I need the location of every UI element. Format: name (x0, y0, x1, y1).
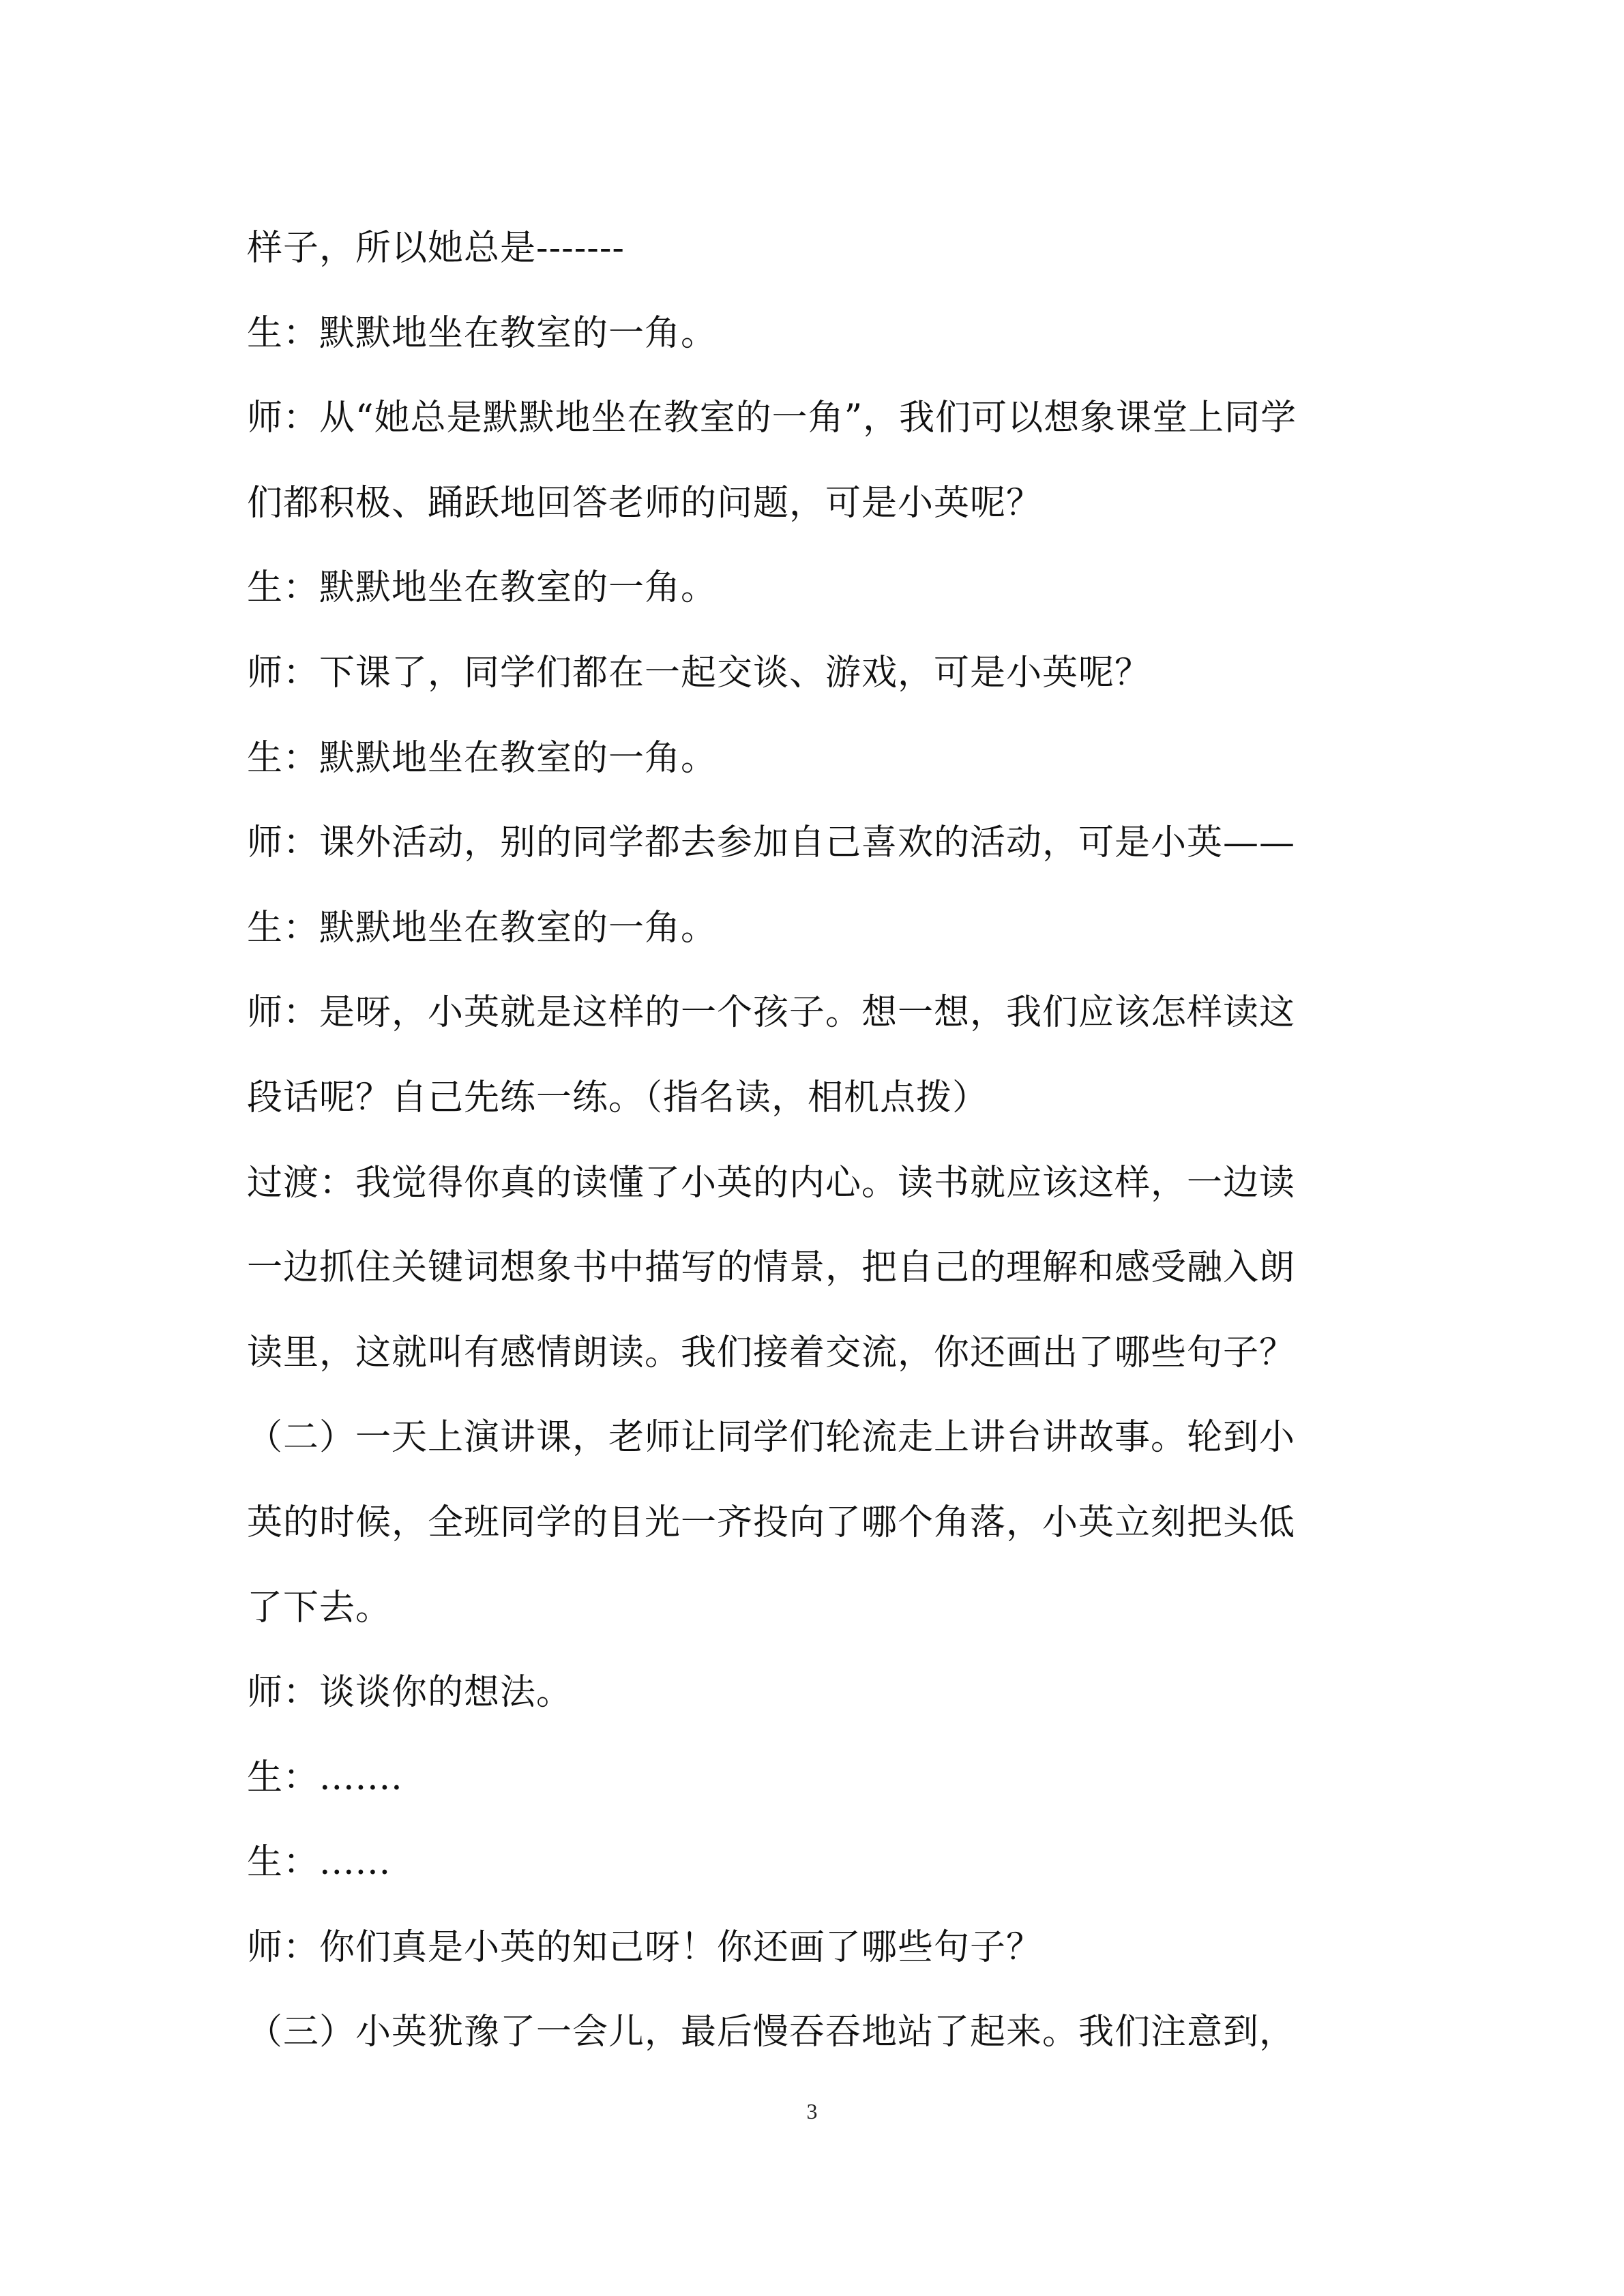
text-line: 师：是呀，小英就是这样的一个孩子。想一想，我们应该怎样读这 (247, 992, 1296, 1034)
text-line: 英的时候，全班同学的目光一齐投向了哪个角落，小英立刻把头低 (247, 1502, 1296, 1543)
text-line: 读里，这就叫有感情朗读。我们接着交流，你还画出了哪些句子？ (247, 1332, 1296, 1373)
text-line: 生：....... (247, 1757, 403, 1798)
text-line: 生：...... (247, 1842, 392, 1883)
text-line: 师：从“她总是默默地坐在教室的一角”，我们可以想象课堂上同学 (247, 398, 1297, 439)
text-line: 师：课外活动，别的同学都去参加自己喜欢的活动，可是小英—— (247, 822, 1296, 864)
text-line: 生：默默地坐在教室的一角。 (247, 907, 718, 949)
text-line: 生：默默地坐在教室的一角。 (247, 312, 718, 354)
text-line: 生：默默地坐在教室的一角。 (247, 737, 718, 779)
text-line: 过渡：我觉得你真的读懂了小英的内心。读书就应该这样，一边读 (247, 1162, 1296, 1204)
text-line: （三）小英犹豫了一会儿，最后慢吞吞地站了起来。我们注意到， (247, 2012, 1296, 2053)
text-line: 了下去。 (247, 1587, 392, 1628)
page-number: 3 (806, 2099, 818, 2123)
text-line: 样子，所以她总是------- (247, 228, 625, 269)
text-line: 师：你们真是小英的知己呀！你还画了哪些句子？ (247, 1926, 1043, 1968)
text-line: 们都积极、踊跃地回答老师的问题，可是小英呢？ (247, 482, 1043, 524)
text-line: 师：谈谈你的想法。 (247, 1672, 573, 1714)
text-line: 生：默默地坐在教室的一角。 (247, 567, 718, 609)
text-line: 一边抓住关键词想象书中描写的情景，把自己的理解和感受融入朗 (247, 1247, 1296, 1289)
text-line: 段话呢？自己先练一练。（指名读，相机点拨） (247, 1077, 989, 1118)
document-body (247, 206, 1393, 2075)
text-line: （二）一天上演讲课，老师让同学们轮流走上讲台讲故事。轮到小 (247, 1417, 1296, 1459)
text-line: 师：下课了，同学们都在一起交谈、游戏，可是小英呢？ (247, 652, 1151, 694)
